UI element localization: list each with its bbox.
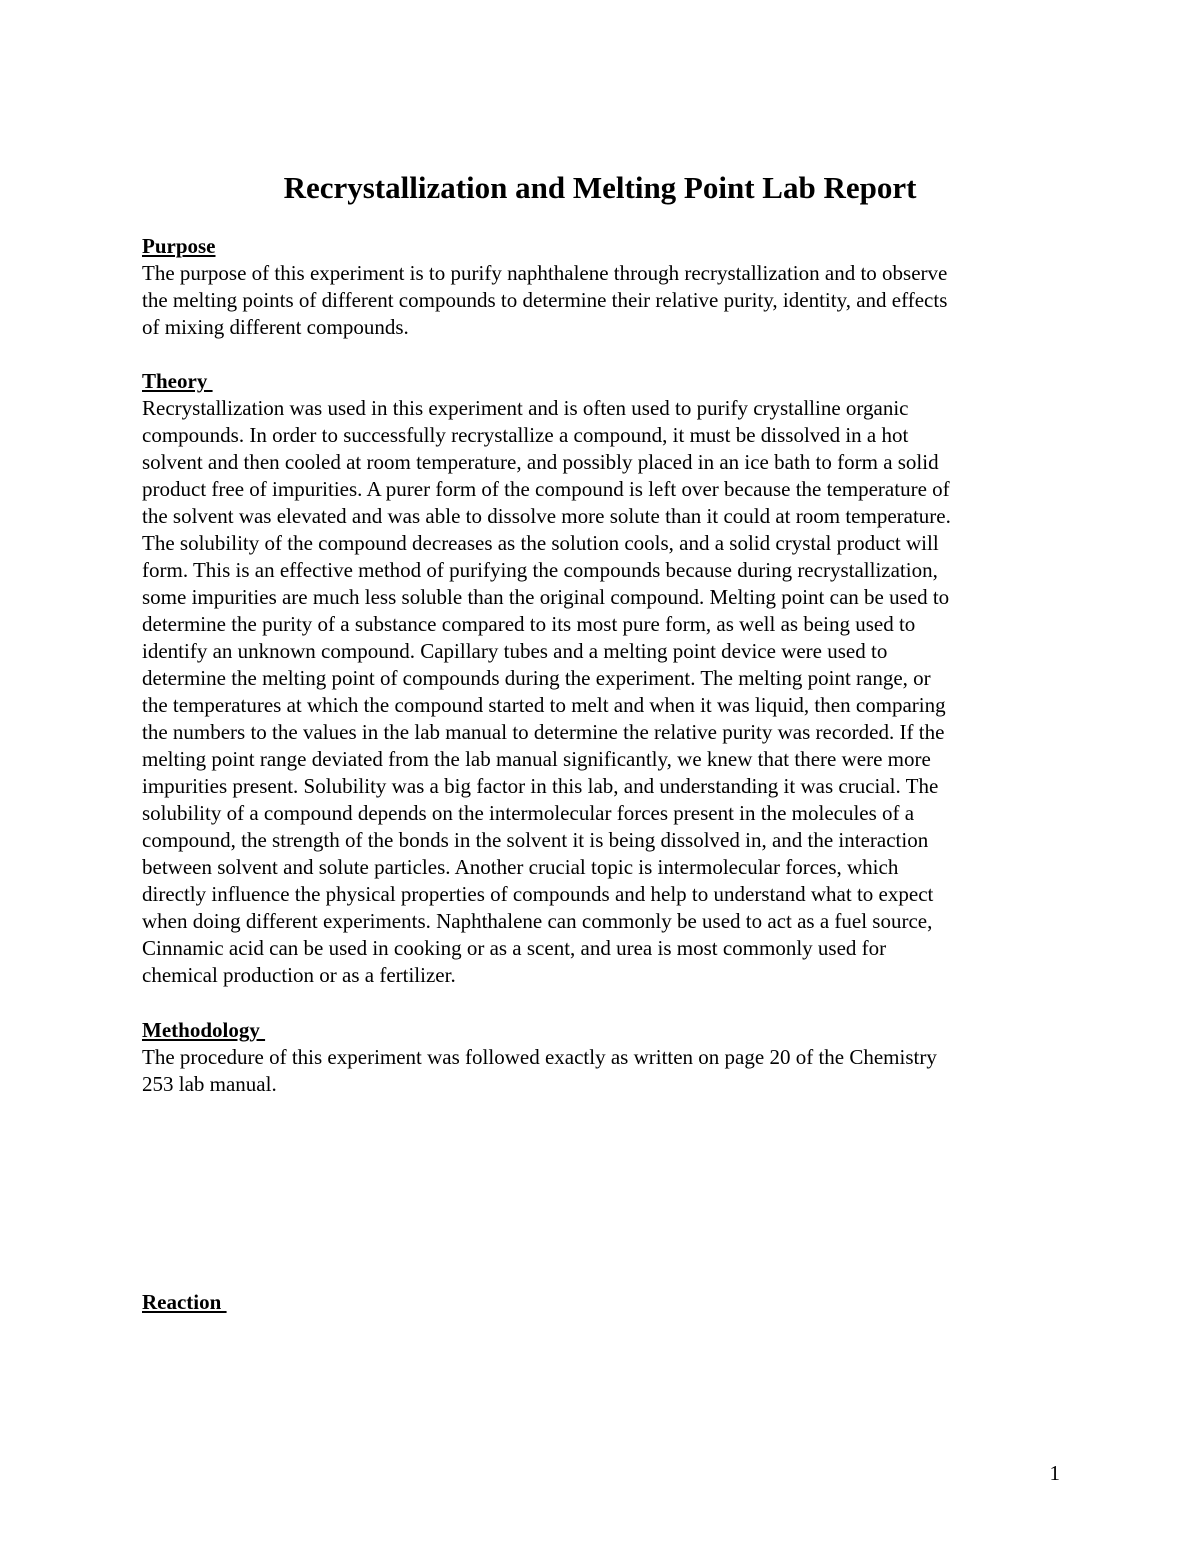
- paragraph-line: product free of impurities. A purer form of the compound is left over because the temperature of: [142, 477, 950, 501]
- paragraph-line: directly influence the physical properties of compounds and help to understand what to expect: [142, 882, 934, 906]
- page-title: Recrystallization and Melting Point Lab Report: [283, 170, 917, 205]
- paragraph-line: of mixing different compounds.: [142, 315, 409, 339]
- purpose-section: [142, 233, 1062, 341]
- paragraph-line: Cinnamic acid can be used in cooking or as a scent, and urea is most commonly used for: [142, 936, 887, 960]
- paragraph-line: the temperatures at which the compound started to melt and when it was liquid, then comparing: [142, 693, 946, 717]
- paragraph-line: impurities present. Solubility was a big factor in this lab, and understanding it was crucial. The: [142, 774, 939, 798]
- paragraph-line: The procedure of this experiment was followed exactly as written on page 20 of the Chemistry: [142, 1045, 937, 1069]
- paragraph-line: Recrystallization was used in this experiment and is often used to purify crystalline organic: [142, 396, 909, 420]
- paragraph-line: solvent and then cooled at room temperature, and possibly placed in an ice bath to form a solid: [142, 450, 939, 474]
- page-number: 1: [1049, 1461, 1060, 1485]
- paragraph-line: the numbers to the values in the lab manual to determine the relative purity was recorded. If the: [142, 720, 945, 744]
- paragraph-line: determine the purity of a substance compared to its most pure form, as well as being used to: [142, 612, 916, 636]
- paragraph-line: some impurities are much less soluble than the original compound. Melting point can be used to: [142, 585, 950, 609]
- paragraph-line: form. This is an effective method of purifying the compounds because during recrystallization,: [142, 558, 938, 582]
- methodology-section: [142, 1017, 1062, 1098]
- reaction-section: [142, 1289, 1062, 1316]
- methodology-heading: Methodology: [142, 1018, 266, 1042]
- theory-paragraph: [142, 395, 1062, 989]
- paragraph-line: identify an unknown compound. Capillary tubes and a melting point device were used to: [142, 639, 888, 663]
- paragraph-line: The solubility of the compound decreases as the solution cools, and a solid crystal product will: [142, 531, 939, 555]
- paragraph-line: melting point range deviated from the lab manual significantly, we knew that there were more: [142, 747, 931, 771]
- purpose-heading: Purpose: [142, 234, 216, 258]
- paragraph-line: compounds. In order to successfully recrystallize a compound, it must be dissolved in a hot: [142, 423, 909, 447]
- theory-section: [142, 368, 1062, 989]
- paragraph-line: the melting points of different compounds to determine their relative purity, identity, and effects: [142, 288, 948, 312]
- paragraph-line: the solvent was elevated and was able to dissolve more solute than it could at room temperature.: [142, 504, 951, 528]
- methodology-paragraph: [142, 1044, 1062, 1098]
- paragraph-line: between solvent and solute particles. Another crucial topic is intermolecular forces, which: [142, 855, 899, 879]
- reaction-heading: Reaction: [142, 1290, 227, 1314]
- paragraph-line: solubility of a compound depends on the intermolecular forces present in the molecules of a: [142, 801, 915, 825]
- paragraph-line: chemical production or as a fertilizer.: [142, 963, 456, 987]
- purpose-paragraph: [142, 260, 1062, 341]
- theory-heading: Theory: [142, 369, 213, 393]
- paragraph-line: when doing different experiments. Naphthalene can commonly be used to act as a fuel source,: [142, 909, 933, 933]
- paragraph-line: compound, the strength of the bonds in the solvent it is being dissolved in, and the interaction: [142, 828, 929, 852]
- paragraph-line: determine the melting point of compounds during the experiment. The melting point range, or: [142, 666, 931, 690]
- paragraph-line: The purpose of this experiment is to purify naphthalene through recrystallization and to observe: [142, 261, 948, 285]
- paragraph-line: 253 lab manual.: [142, 1072, 277, 1096]
